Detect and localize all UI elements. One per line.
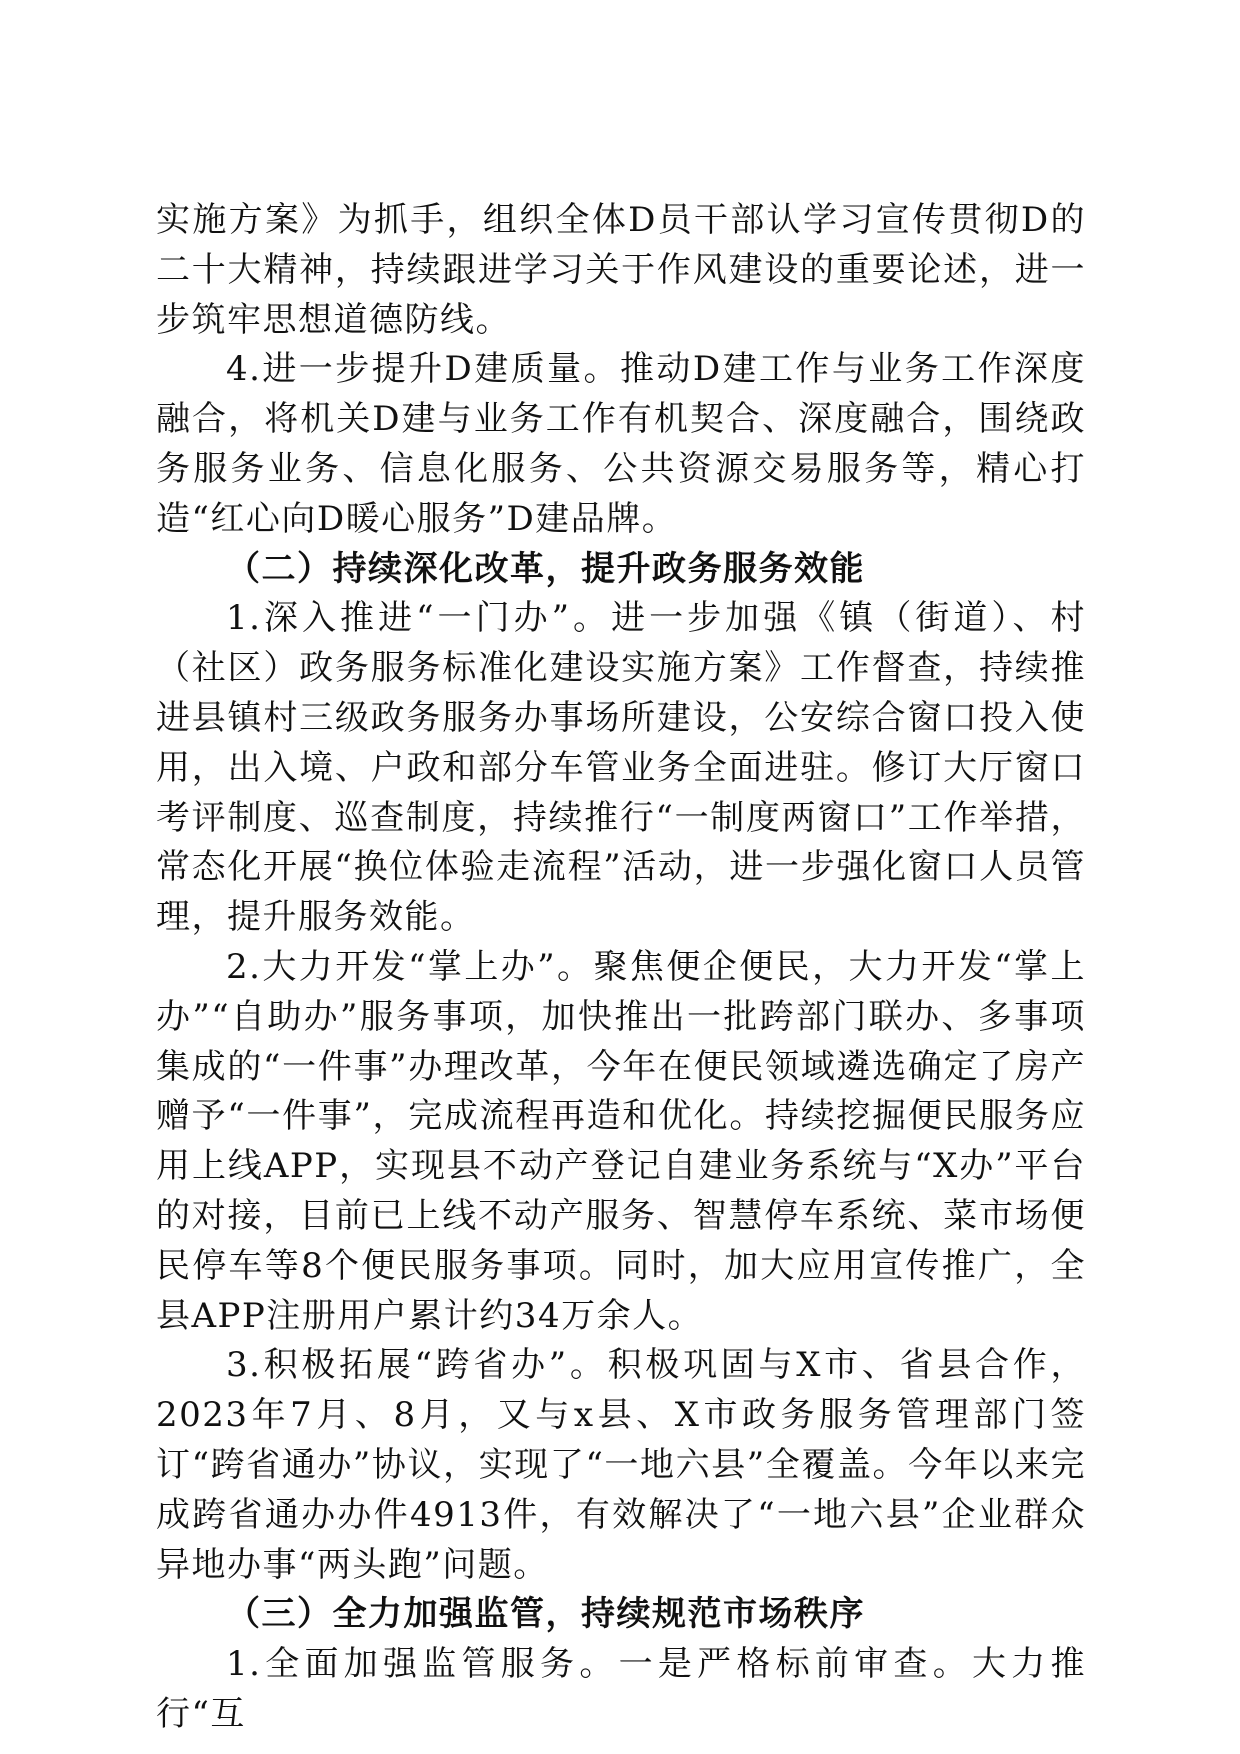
- document-page: [156, 196, 1086, 1740]
- paragraph-mobile-service: 2.大力开发“掌上办”。聚焦便企便民，大力开发“掌上办”“自助办”服务事项，加快推出一批跨部门联办、多事项集成的“一件事”办理改革，今年在便民领域遴选确定了房产赠予“一件事”，完成流程再造和优化。持续挖掘便民服务应用上线APP，实现县不动产登记自建业务系统与“X办”平台的对接，目前已上线不动产服务、智慧停车系统、菜市场便民停车等8个便民服务事项。同时，加大应用宣传推广，全县APP注册用户累计约34万余人。: [156, 946, 1086, 1336]
- paragraph-party-building-quality: 4.进一步提升D建质量。推动D建工作与业务工作深度融合，将机关D建与业务工作有机契合、深度融合，围绕政务服务业务、信息化服务、公共资源交易服务等，精心打造“红心向D暖心服务”D建品牌。: [156, 349, 1086, 539]
- section-heading-supervision: （三）全力加强监管，持续规范市场秩序: [226, 1594, 865, 1635]
- paragraph-one-door: 1.深入推进“一门办”。进一步加强《镇（街道）、村（社区）政务服务标准化建设实施方案》工作督查，持续推进县镇村三级政务服务办事场所建设，公安综合窗口投入使用，出入境、户政和部分车管业务全面进驻。修订大厅窗口考评制度、巡查制度，持续推行“一制度两窗口”工作举措，常态化开展“换位体验走流程”活动，进一步强化窗口人员管理，提升服务效能。: [156, 598, 1086, 938]
- paragraph-cross-province: 3.积极拓展“跨省办”。积极巩固与X市、省县合作，2023年7月、8月，又与x县、X市政务服务管理部门签订“跨省通办”协议，实现了“一地六县”全覆盖。今年以来完成跨省通办办件4913件，有效解决了“一地六县”企业群众异地办事“两头跑”问题。: [156, 1345, 1086, 1585]
- paragraph-continuation: 实施方案》为抓手，组织全体D员干部认学习宣传贯彻D的二十大精神，持续跟进学习关于作风建设的重要论述，进一步筑牢思想道德防线。: [156, 200, 1086, 340]
- paragraph-supervision-services: 1.全面加强监管服务。一是严格标前审查。大力推行“互: [156, 1644, 1086, 1734]
- section-heading-reform: （二）持续深化改革，提升政务服务效能: [226, 548, 865, 589]
